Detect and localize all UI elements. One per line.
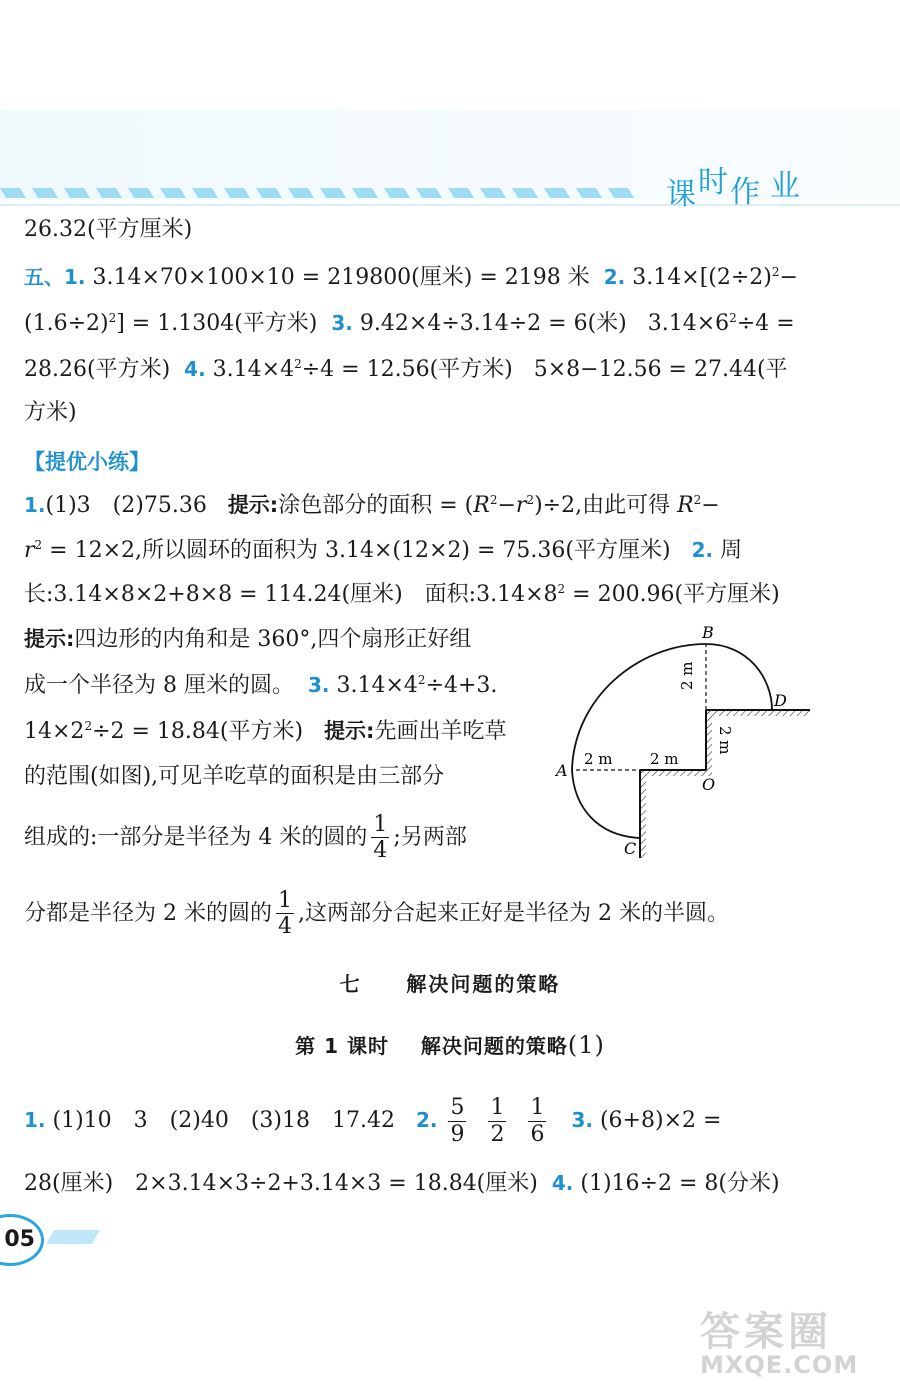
answer-text: (6+8)×2 =: [599, 1108, 722, 1133]
answer-text: ÷2 = 18.84(平方米): [92, 719, 304, 744]
hint-label: 提示:: [324, 719, 375, 743]
answer-line: [24, 1168, 780, 1199]
exponent: 2: [693, 493, 702, 507]
point-label-a: A: [556, 761, 568, 780]
exponent: 2: [729, 311, 737, 325]
variable: r: [24, 538, 35, 563]
answer-text: 9.42×4÷3.14÷2 = 6(米): [359, 311, 627, 336]
answer-text: 分都是半径为 2 米的圆的: [24, 900, 272, 926]
brand-char: 课: [666, 177, 698, 212]
answer-line: [24, 580, 780, 610]
dimension-label: 2 m: [678, 661, 696, 690]
variable: R: [677, 493, 694, 518]
point-label-d: D: [774, 691, 787, 710]
answer-text: ÷4+3.: [425, 673, 498, 698]
answer-line: [24, 624, 471, 655]
answer-text: −: [497, 493, 516, 518]
question-number: 3.: [571, 1108, 593, 1132]
lesson-name: 解决问题的策略: [420, 1034, 568, 1058]
fraction-numerator: 1: [277, 888, 292, 913]
fraction: [371, 812, 389, 864]
answer-text: 四边形的内角和是 360°,四个扇形正好组: [74, 627, 472, 652]
fraction-denominator: 4: [277, 914, 292, 940]
answer-text: 5×8−12.56 = 27.44(平: [533, 357, 788, 382]
answer-line: [24, 762, 444, 792]
watermark-text: 答案圈: [700, 1309, 832, 1355]
question-number: 4.: [184, 357, 206, 381]
answer-text: 的范围(如图),可见羊吃草的面积是由三部分: [24, 764, 445, 789]
answer-line: [24, 398, 77, 428]
answer-text: 3.14×4: [336, 673, 418, 698]
question-number: 2.: [691, 538, 714, 562]
variable: r: [515, 493, 527, 518]
question-number: 3.: [307, 673, 330, 697]
answer-text: ÷4 =: [736, 311, 795, 336]
exponent: 2: [108, 311, 117, 325]
variable: R: [473, 493, 490, 518]
answer-line: [24, 888, 729, 940]
answer-text: (1.6÷2): [24, 311, 109, 336]
fraction-denominator: 2: [490, 1121, 505, 1147]
answer-text: (1)3 (2)75.36: [45, 493, 207, 518]
answer-text: 周: [720, 538, 743, 563]
answer-text: 28(厘米) 2×3.14×3÷2+3.14×3 = 18.84(厘米): [24, 1171, 538, 1196]
exponent: 2: [84, 719, 93, 733]
answer-text: ÷4 = 12.56(平方米): [301, 357, 513, 382]
answer-text: (1)16÷2 = 8(分米): [580, 1171, 780, 1196]
lesson-part: (1): [567, 1031, 605, 1059]
point-label-c: C: [624, 839, 637, 858]
lesson-label: 第 1 课时: [295, 1034, 389, 1058]
page-stripe: [46, 1228, 100, 1246]
fraction-numerator: 1: [490, 1095, 505, 1121]
answer-text: 方米): [24, 400, 77, 425]
grazing-diagram: [548, 618, 820, 868]
fraction-numerator: 1: [530, 1095, 545, 1121]
fraction-denominator: 9: [450, 1121, 465, 1147]
exponent: 2: [557, 582, 566, 596]
fraction-numerator: 5: [450, 1095, 465, 1121]
brand-char: 业: [770, 169, 802, 204]
question-number: 1.: [64, 265, 86, 289]
answer-text: 涂色部分的面积 = (: [278, 493, 474, 518]
exponent: 2: [34, 538, 43, 552]
chapter-number: 七: [339, 972, 362, 996]
question-number: 2.: [415, 1108, 438, 1132]
exponent: 2: [489, 493, 498, 507]
question-number: 1.: [24, 1108, 46, 1132]
section-number: 五、: [24, 265, 64, 289]
answer-text: 组成的:一部分是半径为 4 米的圆的: [24, 824, 368, 850]
dimension-label: 2 m: [716, 726, 734, 755]
answer-line: [24, 354, 788, 385]
fraction: [488, 1095, 506, 1147]
answer-line: [24, 262, 798, 293]
answer-text: ] = 1.1304(平方米): [116, 311, 318, 336]
answer-text: ;另两部: [393, 824, 467, 850]
answer-line: [24, 308, 795, 339]
fraction-denominator: 6: [530, 1121, 545, 1147]
fraction-numerator: 1: [373, 812, 388, 837]
answer-text: 26.32(平方厘米): [24, 217, 193, 242]
exponent: 2: [526, 493, 535, 507]
answer-line: [24, 812, 467, 864]
fraction: [528, 1095, 546, 1147]
fraction: [276, 888, 294, 940]
brand-char: 时: [698, 165, 730, 200]
answer-text: ,这两部分合起来正好是半径为 2 米的半圆。: [297, 900, 729, 926]
answer-text: 28.26(平方米): [24, 357, 171, 382]
answer-text: )÷2,由此可得: [534, 493, 671, 518]
exponent: 2: [771, 265, 780, 279]
answer-text: 3.14×70×100×10 = 219800(厘米) = 2198 米: [92, 265, 590, 290]
exponent: 2: [294, 357, 302, 371]
fraction: [448, 1095, 466, 1147]
hint-label: 提示:: [24, 627, 75, 651]
exponent: 2: [417, 673, 426, 687]
page-number: 05: [0, 1214, 44, 1266]
header-dash-stripe: [0, 186, 640, 200]
brand-char: 作: [730, 175, 762, 210]
answer-text: 3.14×4: [212, 357, 295, 382]
answer-line: [24, 490, 720, 521]
question-number: 1.: [24, 493, 46, 517]
dimension-label: 2 m: [584, 750, 613, 768]
answer-text: −: [701, 493, 720, 518]
point-label-b: B: [702, 623, 714, 642]
question-number: 4.: [551, 1171, 574, 1195]
answer-text: = 200.96(平方厘米): [565, 582, 780, 607]
answer-text: (1)10 3 (2)40 (3)18 17.42: [52, 1108, 395, 1133]
fraction-denominator: 4: [373, 838, 388, 864]
answer-text: 成一个半径为 8 厘米的圆。: [24, 673, 294, 698]
grazing-arc-upper: [706, 644, 772, 710]
watermark: [700, 1300, 890, 1388]
answer-text: −: [779, 265, 798, 290]
chapter-name: 解决问题的策略: [406, 972, 561, 996]
answer-line: [24, 215, 192, 245]
grazing-arc-lower: [572, 770, 640, 838]
question-number: 3.: [331, 311, 353, 335]
dimension-label: 2 m: [650, 750, 679, 768]
answer-text: 长:3.14×8×2+8×8 = 114.24(厘米) 面积:3.14×8: [24, 582, 558, 607]
answer-text: = 12×2,所以圆环的面积为 3.14×(12×2) = 75.36(平方厘米): [42, 538, 671, 563]
answer-line: [24, 716, 506, 747]
section-heading-tiyou: 【提优小练】: [24, 450, 150, 474]
chapter-title: [0, 968, 900, 997]
brand-title: [666, 163, 816, 212]
watermark-url: MXQE.COM: [700, 1351, 859, 1379]
question-number: 2.: [603, 265, 626, 289]
answer-text: 3.14×[(2÷2): [632, 265, 772, 290]
answer-line: [24, 535, 742, 566]
answer-text: 3.14×6: [647, 311, 730, 336]
answer-text: 14×2: [24, 719, 85, 744]
answer-line: [24, 1092, 721, 1149]
answer-line: [24, 670, 497, 701]
lesson-title: [0, 1030, 900, 1059]
point-label-o: O: [702, 775, 716, 794]
hint-label: 提示:: [227, 493, 279, 517]
answer-text: 先画出羊吃草: [374, 719, 507, 744]
